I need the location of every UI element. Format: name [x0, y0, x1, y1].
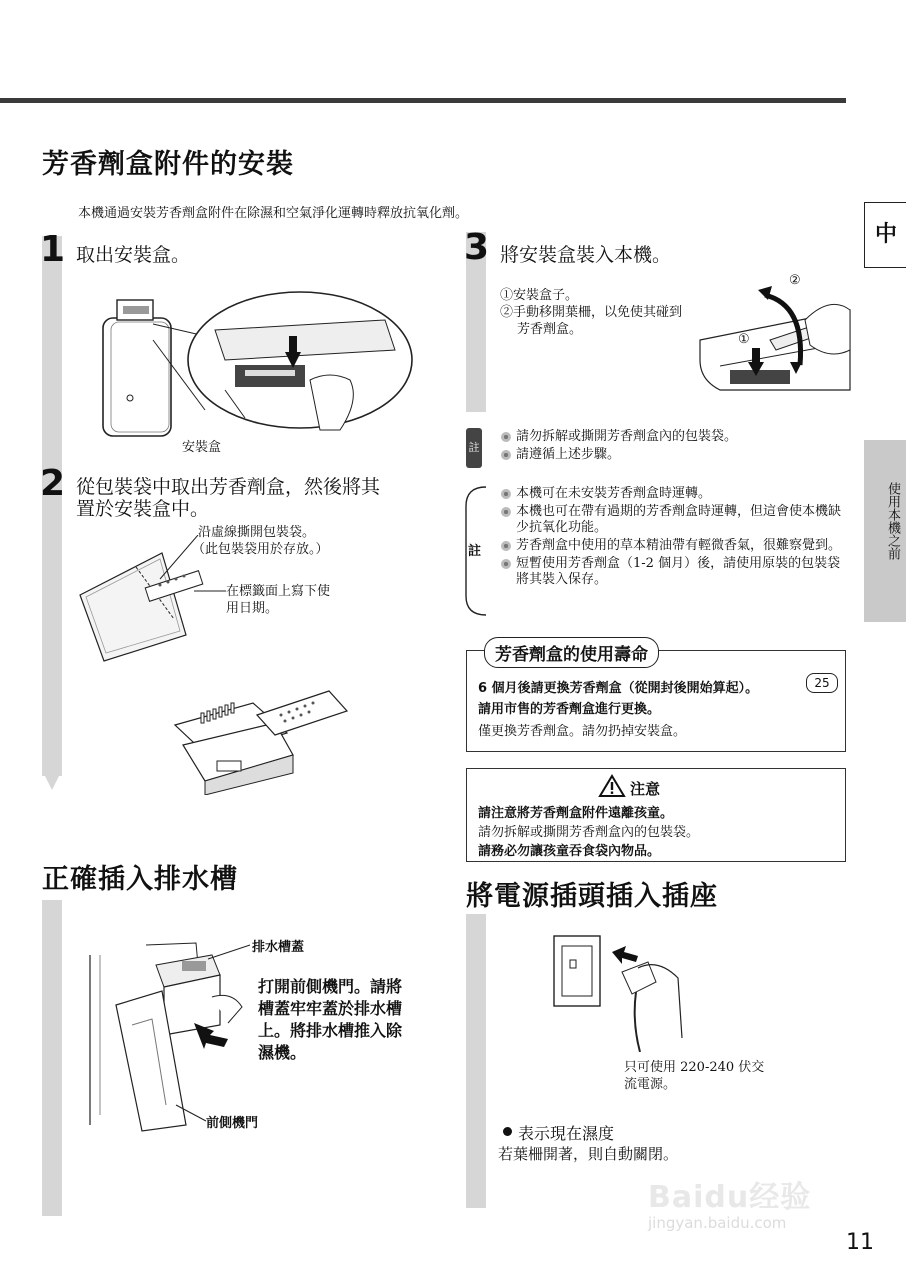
section-title-aroma: 芳香劑盒附件的安裝	[42, 149, 294, 180]
caution-line2: 請勿拆解或撕開芳香劑盒內的包裝袋。	[478, 825, 700, 840]
lifespan-page-ref[interactable]: 25	[806, 673, 838, 693]
step1-text: 取出安裝盒。	[76, 244, 191, 266]
drain-column-bar	[42, 900, 62, 1216]
step2-callout2-line1: 在標籤面上寫下使	[226, 584, 331, 599]
top-rule	[0, 98, 846, 103]
page-number: 11	[846, 1230, 874, 1255]
note1-tag: 註	[466, 428, 482, 468]
lifespan-line2: 請用市售的芳香劑盒進行更換。	[478, 702, 661, 717]
lifespan-title: 芳香劑盒的使用壽命	[484, 637, 659, 668]
lifespan-line3: 僅更換芳香劑盒。請勿扔掉安裝盒。	[478, 724, 687, 739]
section-title-drain: 正確插入排水槽	[42, 864, 238, 895]
step2-box-illustration	[165, 685, 355, 795]
left-bar-tip	[42, 770, 62, 792]
step3-item2-line1: ②手動移開葉柵，以免使其碰到	[500, 305, 683, 320]
humidity-bullet-text: 若葉柵開著，則自動關閉。	[498, 1145, 679, 1163]
step3-number: 3	[464, 227, 490, 268]
step2-text-line2: 置於安裝盒中。	[76, 498, 210, 520]
section-tab-label: 使用本機之前	[885, 482, 900, 560]
note2-item: 本機也可在帶有過期的芳香劑盒時運轉，但這會使本機缺少抗氧化功能。	[500, 504, 842, 536]
note2-list	[500, 486, 842, 590]
note2-tag: 註	[468, 544, 482, 559]
step2-callout1-line2: （此包裝袋用於存放。）	[192, 542, 329, 557]
caution-line1: 請注意將芳香劑盒附件遠離孩童。	[478, 806, 674, 821]
drain-instruction-line4: 濕機。	[258, 1043, 307, 1062]
step2-callout2-line2: 用日期。	[226, 601, 279, 616]
step2-text-line1: 從包裝袋中取出芳香劑盒，然後將其	[76, 476, 381, 498]
drain-illustration	[86, 935, 259, 1135]
drain-instruction-line2: 槽蓋牢牢蓋於排水槽	[258, 999, 403, 1018]
power-caption-line2: 流電源。	[624, 1077, 677, 1092]
caution-title: 注意	[630, 780, 661, 798]
caution-line3: 請務必勿讓孩童吞食袋內物品。	[478, 844, 661, 859]
aroma-intro: 本機通過安裝芳香劑盒附件在除濕和空氣淨化運轉時釋放抗氧化劑。	[78, 206, 469, 221]
step2-bag-illustration	[76, 535, 226, 665]
step3-marker2: ②	[789, 273, 801, 288]
step3-item2-line2: 芳香劑盒。	[517, 322, 583, 337]
drain-instruction-line1: 打開前側機門。請將	[258, 977, 403, 996]
step1-label: 安裝盒	[182, 440, 222, 455]
note2-item: 短暫使用芳香劑盒（1-2 個月）後，請使用原裝的包裝袋將其裝入保存。	[500, 556, 842, 588]
step1-illustration	[95, 290, 425, 450]
drain-label-cover: 排水槽蓋	[252, 940, 305, 955]
note2-item: 本機可在未安裝芳香劑盒時運轉。	[500, 486, 842, 502]
lifespan-line1: 6 個月後請更換芳香劑盒（從開封後開始算起）。	[478, 681, 759, 696]
watermark-url: jingyan.baidu.com	[648, 1214, 787, 1232]
warning-triangle-icon	[598, 774, 626, 798]
step3-illustration	[690, 270, 860, 400]
step2-callout1-line1: 沿虛線撕開包裝袋。	[198, 525, 316, 540]
power-column-bar	[466, 914, 486, 1208]
step1-number: 1	[40, 229, 66, 270]
drain-instruction-line3: 上。將排水槽推入除	[258, 1021, 403, 1040]
step3-text: 將安裝盒裝入本機。	[500, 244, 672, 266]
bullet-dot	[503, 1127, 512, 1136]
note1-list	[500, 429, 840, 465]
step2-number: 2	[40, 463, 66, 504]
humidity-bullet-title: 表示現在濕度	[518, 1124, 615, 1143]
lang-tab[interactable]: 中	[864, 202, 906, 268]
power-caption-line1: 只可使用 220-240 伏交	[624, 1060, 765, 1075]
left-column-bar	[42, 236, 62, 776]
step3-item1: ①安裝盒子。	[500, 288, 579, 303]
note1-item: 請遵循上述步驟。	[500, 447, 840, 463]
note1-item: 請勿拆解或撕開芳香劑盒內的包裝袋。	[500, 429, 840, 445]
watermark-brand: Baidu经验	[648, 1180, 812, 1215]
power-illustration	[552, 932, 692, 1052]
section-title-power: 將電源插頭插入插座	[466, 881, 718, 912]
drain-label-door: 前側機門	[206, 1116, 259, 1131]
note2-item: 芳香劑盒中使用的草本精油帶有輕微香氣，很難察覺到。	[500, 538, 842, 554]
step3-marker1: ①	[738, 332, 750, 347]
